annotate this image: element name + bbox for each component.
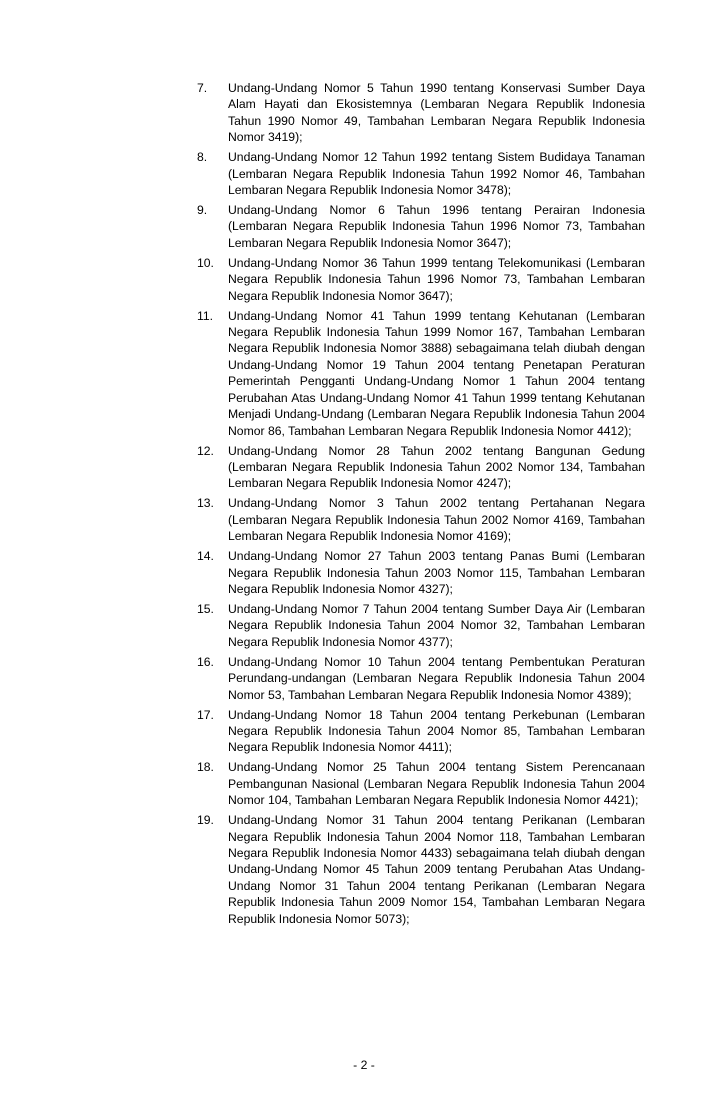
list-item-number: 7. bbox=[197, 81, 208, 95]
list-item bbox=[197, 308, 645, 439]
list-item bbox=[197, 443, 645, 492]
list-item bbox=[197, 149, 645, 198]
list-item-text: Undang-Undang Nomor 3 Tahun 2002 tentang Pertahanan Negara (Lembaran Negara Republik Indonesia Tahun 2002 Nomor 4169, Tambahan Lembaran Negara Republik Indonesia Nomor 4169); bbox=[228, 496, 645, 544]
list-item-number: 9. bbox=[197, 203, 208, 218]
list-item-text: Undang-Undang Nomor 41 Tahun 1999 tentang Kehutanan (Lembaran Negara Republik Indonesia Tahun 1999 Nomor 167, Tambahan Lembaran Negara Republik Indonesia Nomor 3888) sebagaimana telah diubah dengan Undang-Undang Nomor 19 Tahun 2004 tentang Penetapan Peraturan Pemerintah Pengganti Undang-Undang Nomor 1 Tahun 2004 tentang Perubahan Atas Undang-Undang Nomor 41 Tahun 1999 tentang Kehutanan Menjadi Undang-Undang (Lembaran Negara Republik Indonesia Tahun 2004 Nomor 86, Tambahan Lembaran Negara Republik Indonesia Nomor 4412); bbox=[228, 308, 645, 438]
page-number: - 2 - bbox=[353, 1058, 375, 1072]
list-item-number: 8. bbox=[197, 150, 208, 165]
list-item-text: Undang-Undang Nomor 31 Tahun 2004 tentang Perikanan (Lembaran Negara Republik Indonesia Tahun 2004 Nomor 118, Tambahan Lembaran Negara Republik Indonesia Nomor 4433) sebagaimana telah diubah dengan Undang-Undang Nomor 45 Tahun 2009 tentang Perubahan Atas Undang-Undang Nomor 31 Tahun 2004 tentang Perikanan (Lembaran Negara Republik Indonesia Tahun 2009 Nomor 154, Tambahan Lembaran Negara Republik Indonesia Nomor 5073); bbox=[228, 813, 645, 926]
list-item-number: 19. bbox=[197, 813, 214, 828]
list-item bbox=[197, 80, 645, 146]
list-item-number: 14. bbox=[197, 549, 214, 564]
list-item bbox=[197, 255, 645, 304]
list-item bbox=[197, 548, 645, 597]
list-item-number: 15. bbox=[197, 601, 214, 616]
list-item bbox=[197, 654, 645, 703]
list-item-number: 11. bbox=[197, 308, 214, 323]
list-item-number: 18. bbox=[197, 760, 214, 775]
list-item bbox=[197, 202, 645, 251]
list-item bbox=[197, 812, 645, 927]
list-item bbox=[197, 601, 645, 650]
list-item-number: 12. bbox=[197, 443, 214, 458]
list-item-number: 17. bbox=[197, 707, 214, 722]
list-item-text: Undang-Undang Nomor 6 Tahun 1996 tentang Perairan Indonesia (Lembaran Negara Republik Indonesia Tahun 1996 Nomor 73, Tambahan Lembaran Negara Republik Indonesia Nomor 3647); bbox=[228, 203, 645, 250]
list-item-number: 13. bbox=[197, 496, 214, 511]
list-item-number: 16. bbox=[197, 654, 214, 669]
list-item-text: Undang-Undang Nomor 28 Tahun 2002 tentang Bangunan Gedung (Lembaran Negara Republik Indonesia Tahun 2002 Nomor 134, Tambahan Lembaran Negara Republik Indonesia Nomor 4247); bbox=[228, 443, 645, 491]
regulation-list bbox=[197, 80, 645, 931]
list-item bbox=[197, 495, 645, 544]
list-item-text: Undang-Undang Nomor 10 Tahun 2004 tentang Pembentukan Peraturan Perundang-undangan (Lembaran Negara Republik Indonesia Tahun 2004 Nomor 53, Tambahan Lembaran Negara Republik Indonesia Nomor 4389); bbox=[228, 654, 645, 702]
list-item-text: Undang-Undang Nomor 36 Tahun 1999 tentang Telekomunikasi (Lembaran Negara Republik Indonesia Tahun 1996 Nomor 73, Tambahan Lembaran Negara Republik Indonesia Nomor 3647); bbox=[228, 255, 645, 303]
list-item-number: 10. bbox=[197, 255, 214, 270]
list-item-text: Undang-Undang Nomor 5 Tahun 1990 tentang Konservasi Sumber Daya Alam Hayati dan Ekosistemnya (Lembaran Negara Republik Indonesia Tahun 1990 Nomor 49, Tambahan Lembaran Negara Republik Indonesia Nomor 3419); bbox=[228, 81, 645, 145]
list-item bbox=[197, 707, 645, 756]
list-item-text: Undang-Undang Nomor 18 Tahun 2004 tentang Perkebunan (Lembaran Negara Republik Indonesia Tahun 2004 Nomor 85, Tambahan Lembaran Negara Republik Indonesia Nomor 4411); bbox=[228, 707, 645, 755]
list-item-text: Undang-Undang Nomor 12 Tahun 1992 tentang Sistem Budidaya Tanaman (Lembaran Negara Republik Indonesia Tahun 1992 Nomor 46, Tambahan Lembaran Negara Republik Indonesia Nomor 3478); bbox=[228, 150, 645, 198]
list-item-text: Undang-Undang Nomor 7 Tahun 2004 tentang Sumber Daya Air (Lembaran Negara Republik Indonesia Tahun 2004 Nomor 32, Tambahan Lembaran Negara Republik Indonesia Nomor 4377); bbox=[228, 601, 645, 649]
list-item-text: Undang-Undang Nomor 27 Tahun 2003 tentang Panas Bumi (Lembaran Negara Republik Indonesia Tahun 2003 Nomor 115, Tambahan Lembaran Negara Republik Indonesia Nomor 4327); bbox=[228, 549, 645, 596]
list-item-text: Undang-Undang Nomor 25 Tahun 2004 tentang Sistem Perencanaan Pembangunan Nasional (Lembaran Negara Republik Indonesia Tahun 2004 Nomor 104, Tambahan Lembaran Negara Republik Indonesia Nomor 4421); bbox=[228, 760, 645, 808]
list-item bbox=[197, 759, 645, 808]
